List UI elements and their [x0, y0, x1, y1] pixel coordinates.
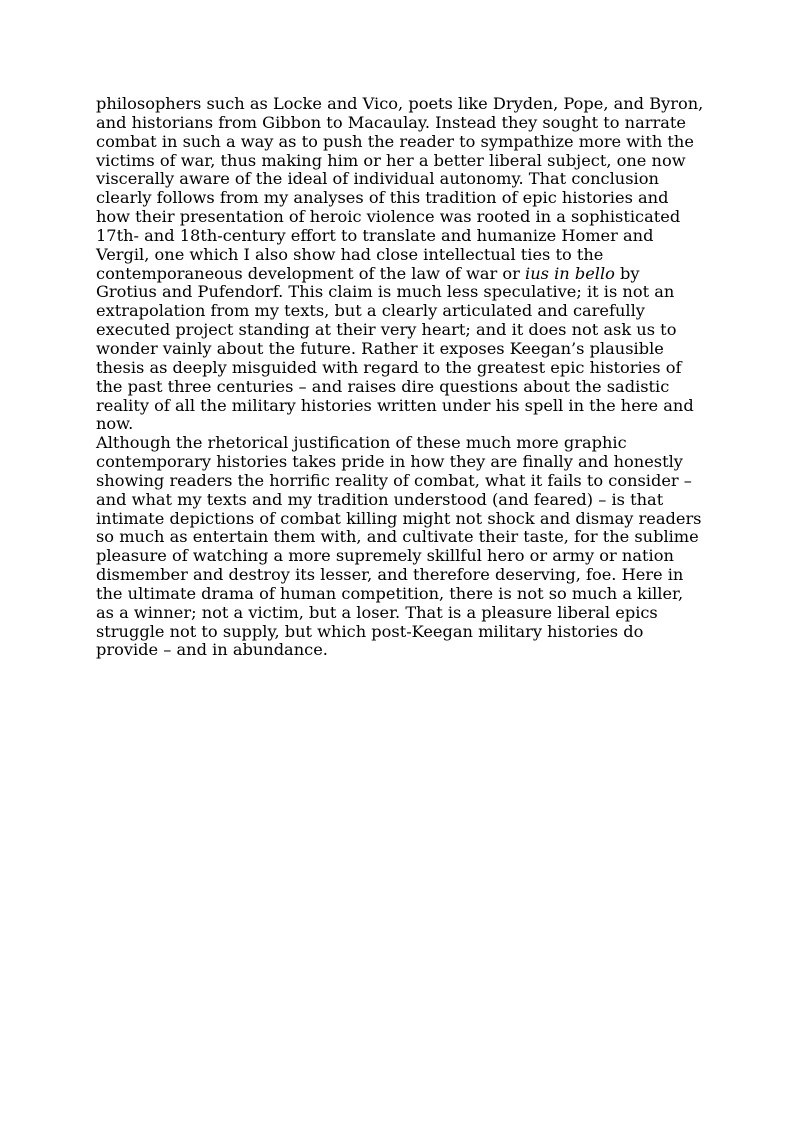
text-line: combat in such a way as to push the reader to sympathize more with the [96, 131, 694, 151]
text-line: viscerally aware of the ideal of individual autonomy. That conclusion [96, 169, 659, 189]
text-line: extrapolation from my texts, but a clearly articulated and carefully [96, 301, 645, 321]
text-line: the ultimate drama of human competition, there is not so much a killer, [96, 583, 684, 603]
text-line: the past three centuries – and raises dire questions about the sadistic [96, 376, 670, 396]
text-line: clearly follows from my analyses of this tradition of epic histories and [96, 188, 669, 208]
text-line: how their presentation of heroic violence was rooted in a sophisticated [96, 207, 681, 227]
paragraph-1 [96, 95, 710, 434]
text-line: wonder vainly about the future. Rather it exposes Keegan’s plausible [96, 338, 664, 358]
text-line: so much as entertain them with, and cultivate their taste, for the sublime [96, 527, 699, 547]
text-line: philosophers such as Locke and Vico, poets like Dryden, Pope, and Byron, [96, 94, 704, 113]
italic-term: ius in bello [525, 263, 615, 283]
text-line: now. [96, 414, 134, 434]
text-line: provide – and in abundance. [96, 640, 328, 660]
paragraph-2 [96, 434, 710, 660]
text-segment: contemporaneous development of the law of war or [96, 263, 526, 283]
text-line: and what my texts and my tradition understood (and feared) – is that [96, 489, 664, 509]
text-line: contemporary histories takes pride in how they are finally and honestly [96, 452, 683, 472]
text-line: intimate depictions of combat killing might not shock and dismay readers [96, 508, 702, 528]
body-text [96, 95, 710, 660]
text-line: and historians from Gibbon to Macaulay. Instead they sought to narrate [96, 112, 686, 132]
text-line: victims of war, thus making him or her a better liberal subject, one now [96, 150, 686, 170]
text-line: showing readers the horrific reality of combat, what it fails to consider – [96, 470, 692, 490]
text-line: struggle not to supply, but which post-Keegan military histories do [96, 621, 644, 641]
text-line: 17th- and 18th-century effort to translate and humanize Homer and [96, 225, 654, 245]
text-line-with-italic [96, 265, 710, 284]
text-line: executed project standing at their very heart; and it does not ask us to [96, 320, 677, 340]
text-line: thesis as deeply misguided with regard to the greatest epic histories of [96, 357, 682, 377]
text-line: Vergil, one which I also show had close intellectual ties to the [96, 244, 604, 264]
text-line: Grotius and Pufendorf. This claim is much less speculative; it is not an [96, 282, 675, 302]
text-line: Although the rhetorical justification of these much more graphic [96, 433, 627, 453]
text-line: reality of all the military histories written under his spell in the here and [96, 395, 694, 415]
text-line: dismember and destroy its lesser, and therefore deserving, foe. Here in [96, 565, 684, 585]
text-segment: by [614, 263, 640, 283]
text-line: pleasure of watching a more supremely skillful hero or army or nation [96, 546, 674, 566]
text-line: as a winner; not a victim, but a loser. That is a pleasure liberal epics [96, 602, 658, 622]
